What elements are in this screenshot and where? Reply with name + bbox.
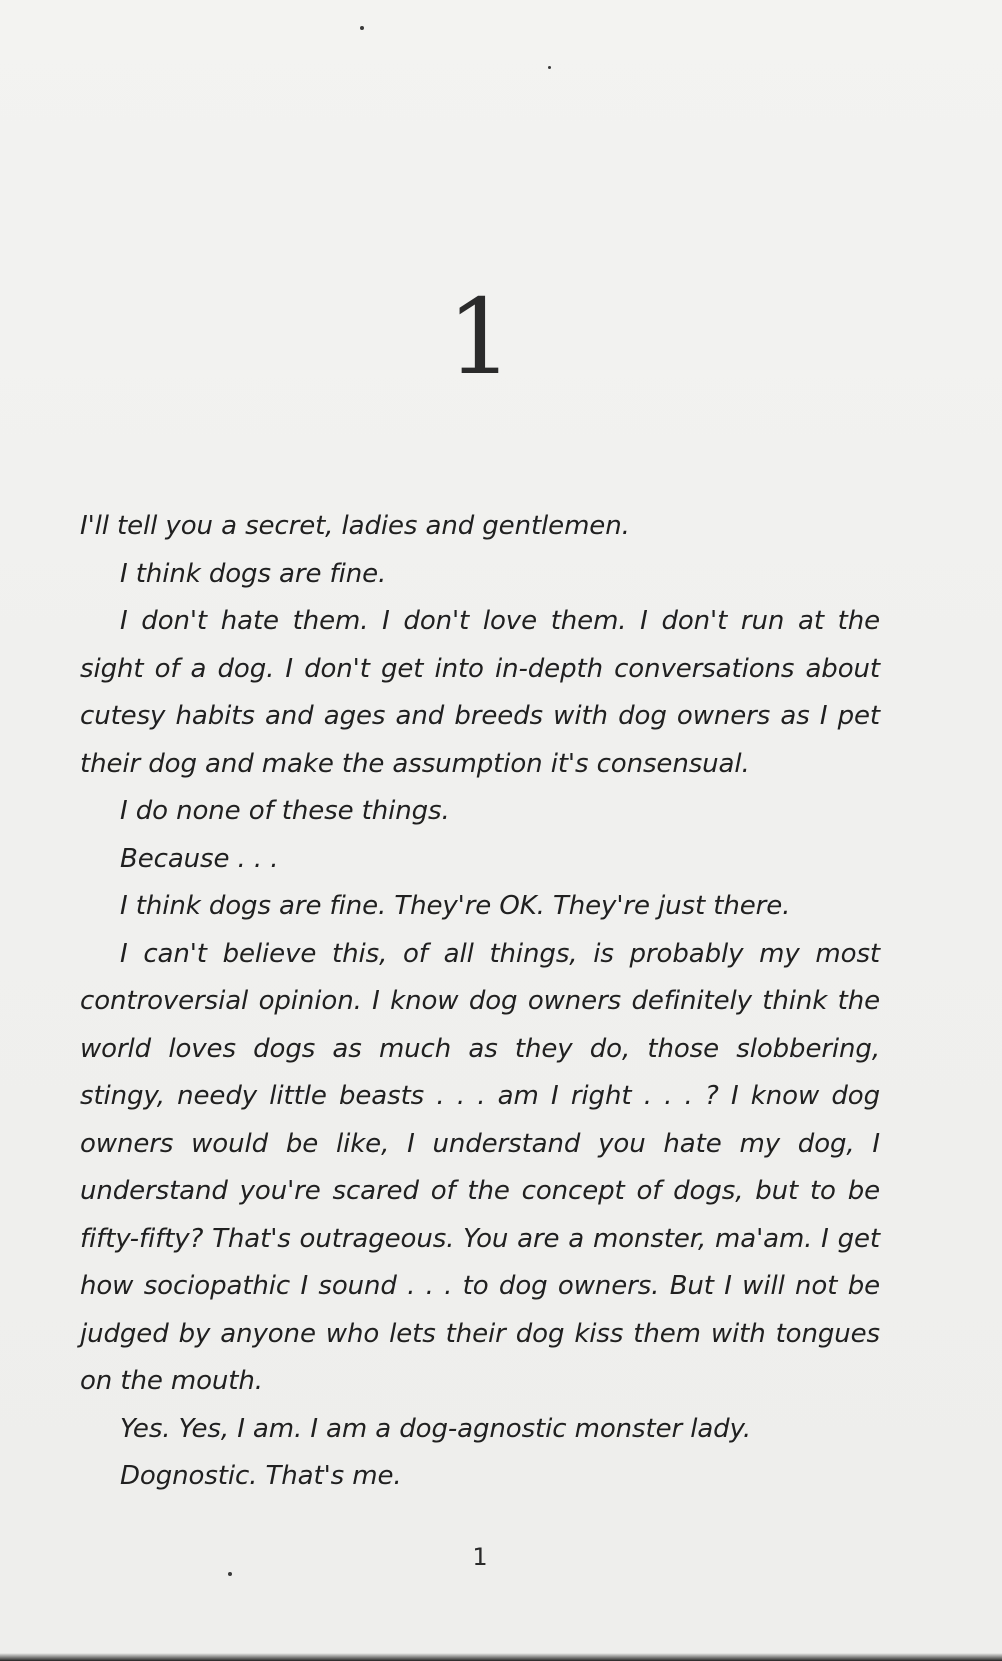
paragraph: Dognostic. That's me. — [120, 1461, 402, 1491]
paragraph: I don't hate them. I don't love them. I don't run at the sight of a dog. I don't get into in-depth conversations about cutesy habits and ages and breeds with dog owners as I pet their dog and make the assumption it's consensual. — [80, 606, 880, 779]
dust-speck — [360, 26, 364, 30]
dust-speck — [548, 66, 551, 69]
paragraph: I do none of these things. — [120, 796, 450, 826]
page-edge-shadow — [0, 1653, 1002, 1661]
paragraph: I'll tell you a secret, ladies and gentlemen. — [80, 511, 630, 541]
paragraph: I can't believe this, of all things, is probably my most controversial opinion. I know dog owners definitely think the world loves dogs as much as they do, those slobbering, stingy, needy little beasts . . . am I right . . . ? I know dog owners would be like, I understand you hate my dog, I understand you're scared of the concept of dogs, but to be fifty-fifty? That's outrageous. You are a monster, ma'am. I get how sociopathic I sound . . . to dog owners. But I will not be judged by anyone who lets their dog kiss them with tongues on the mouth. — [80, 938, 880, 1396]
paragraph: Because . . . — [120, 843, 279, 874]
page-number: 1 — [472, 1543, 488, 1571]
paragraph: I think dogs are fine. — [120, 558, 387, 589]
chapter-body — [80, 503, 880, 1501]
chapter-number: 1 — [446, 276, 514, 398]
dust-speck — [228, 1572, 232, 1576]
paragraph: I think dogs are fine. They're OK. They're just there. — [120, 891, 791, 921]
paragraph: Yes. Yes, I am. I am a dog-agnostic monster lady. — [120, 1413, 752, 1444]
